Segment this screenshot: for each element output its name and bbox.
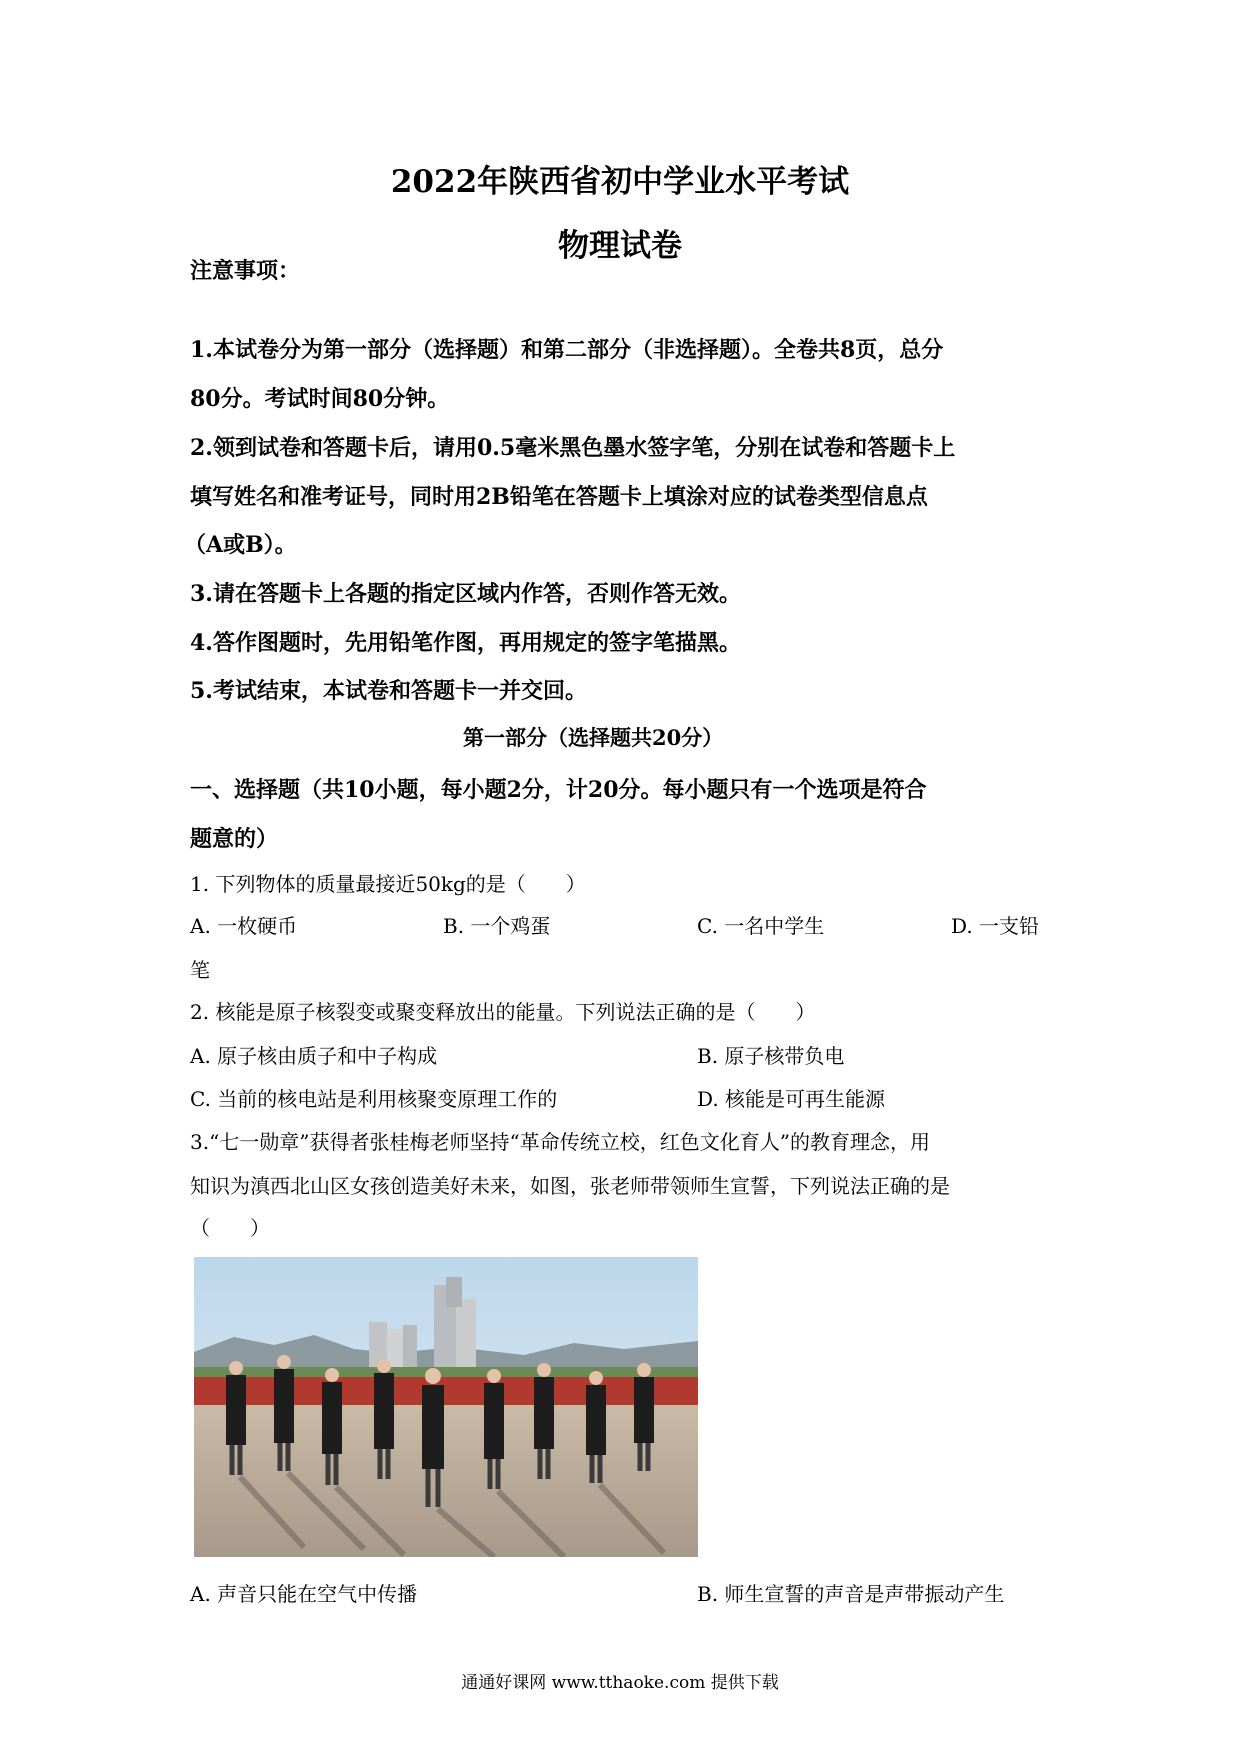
notice-item: 2.领到试卷和答题卡后，请用0.5毫米黑色墨水签字笔，分别在试卷和答题卡上	[190, 435, 956, 461]
q2-option-a: A. 原子核由质子和中子构成	[190, 1044, 438, 1068]
q3-stem: 知识为滇西北山区女孩创造美好未来，如图，张老师带领师生宣誓，下列说法正确的是	[190, 1174, 950, 1198]
q1-option-a: A. 一枚硬币	[190, 914, 298, 938]
notice-heading: 注意事项：	[190, 258, 301, 284]
page-title: 2022年陕西省初中学业水平考试	[390, 164, 850, 200]
section-heading: 题意的）	[190, 826, 279, 852]
notice-item: 1.本试卷分为第一部分（选择题）和第二部分（非选择题）。全卷共8页，总分	[190, 337, 944, 363]
q2-stem: 2. 核能是原子核裂变或聚变释放出的能量。下列说法正确的是（ ）	[190, 1000, 816, 1024]
q3-option-a: A. 声音只能在空气中传播	[190, 1582, 418, 1606]
section-heading: 一、选择题（共10小题，每小题2分，计20分。每小题只有一个选项是符合	[190, 777, 927, 803]
notice-item: 80分。考试时间80分钟。	[190, 386, 450, 412]
q1-option-c: C. 一名中学生	[697, 914, 825, 938]
notice-item: 填写姓名和准考证号，同时用2B铅笔在答题卡上填涂对应的试卷类型信息点	[190, 484, 928, 510]
q3-option-b: B. 师生宣誓的声音是声带振动产生	[697, 1582, 1005, 1606]
q1-option-b: B. 一个鸡蛋	[443, 914, 551, 938]
notice-item: （A或B）。	[184, 532, 297, 558]
q1-option-d-continued: 笔	[190, 958, 210, 982]
footer-text: 通通好课网 www.tthaoke.com 提供下载	[461, 1673, 779, 1693]
q1-stem: 1. 下列物体的质量最接近50kg的是（ ）	[190, 872, 586, 896]
q1-option-d: D. 一支铅	[951, 914, 1040, 938]
notice-item: 3.请在答题卡上各题的指定区域内作答，否则作答无效。	[190, 581, 741, 607]
notice-item: 5.考试结束，本试卷和答题卡一并交回。	[190, 678, 587, 704]
q2-option-c: C. 当前的核电站是利用核聚变原理工作的	[190, 1087, 558, 1111]
oath-ceremony-photo	[194, 1257, 698, 1557]
notice-item: 4.答作图题时，先用铅笔作图，再用规定的签字笔描黑。	[190, 630, 741, 656]
q3-stem: （ ）	[190, 1216, 270, 1240]
part1-heading: 第一部分（选择题共20分）	[463, 725, 724, 750]
q3-stem: 3.“七一勋章”获得者张桂梅老师坚持“革命传统立校，红色文化育人”的教育理念，用	[190, 1130, 930, 1154]
q2-option-b: B. 原子核带负电	[697, 1044, 845, 1068]
page-subtitle: 物理试卷	[558, 228, 682, 264]
q2-option-d: D. 核能是可再生能源	[697, 1087, 886, 1111]
